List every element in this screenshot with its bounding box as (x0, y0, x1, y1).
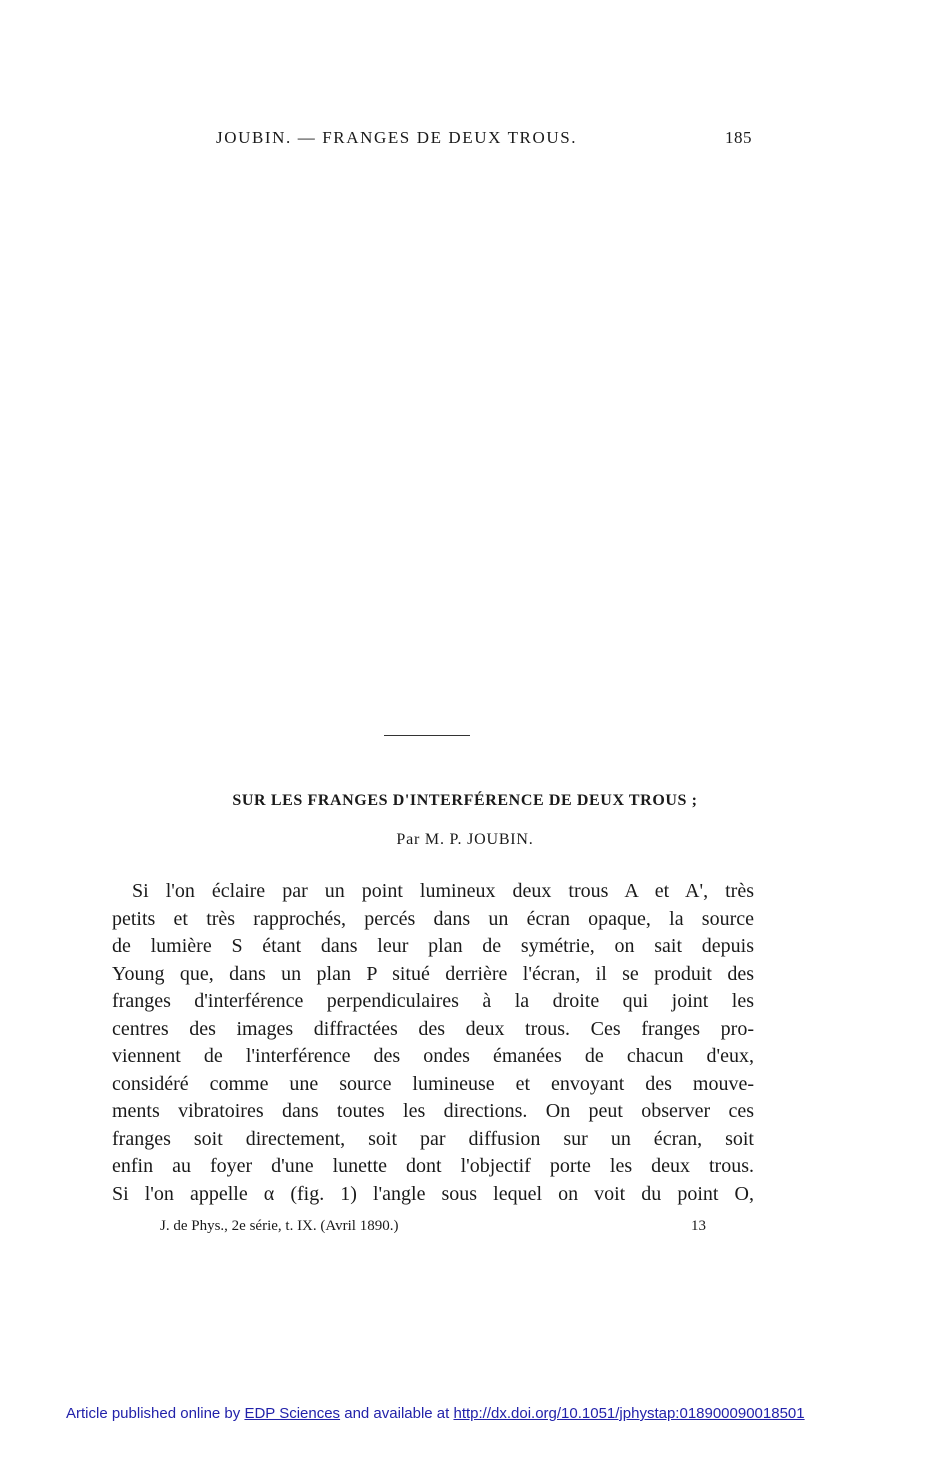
body-line: Si l'on appelle α (fig. 1) l'angle sous lequel on voit du point O, (112, 1182, 754, 1205)
body-line: Young que, dans un plan P situé derrière l'écran, il se produit des (112, 962, 754, 985)
journal-reference: J. de Phys., 2e série, t. IX. (Avril 1890.) (160, 1218, 399, 1234)
page-number: 185 (725, 128, 752, 147)
running-head (216, 128, 752, 150)
credit-middle: and available at (340, 1405, 454, 1422)
publisher-link[interactable]: EDP Sciences (244, 1405, 341, 1422)
body-line: de lumière S étant dans leur plan de symétrie, on sait depuis (112, 935, 754, 957)
credit-prefix: Article published online by (66, 1405, 245, 1422)
publication-credit (66, 1405, 886, 1422)
article-author: Par M. P. JOUBIN. (396, 831, 534, 848)
body-line: viennent de l'interférence des ondes émanées de chacun d'eux, (112, 1045, 754, 1067)
body-line: enfin au foyer d'une lunette dont l'objectif porte les deux trous. (112, 1155, 754, 1177)
body-line: ments vibratoires dans toutes les directions. On peut observer ces (112, 1100, 754, 1122)
signature-mark: 13 (691, 1218, 706, 1234)
section-divider (384, 735, 470, 736)
body-line: franges soit directement, soit par diffusion sur un écran, soit (112, 1127, 754, 1150)
article-body (112, 878, 754, 1208)
body-line: centres des images diffractées des deux trous. Ces franges pro- (112, 1017, 754, 1040)
doi-link[interactable]: http://dx.doi.org/10.1051/jphystap:018900090018501 (453, 1405, 805, 1422)
body-line: franges d'interférence perpendiculaires à la droite qui joint les (112, 990, 754, 1012)
body-line: petits et très rapprochés, percés dans un écran opaque, la source (112, 907, 754, 930)
running-head-title: JOUBIN. — FRANGES DE DEUX TROUS. (216, 128, 578, 147)
body-line: considéré comme une source lumineuse et envoyant des mouve- (112, 1072, 754, 1095)
article-title: SUR LES FRANGES D'INTERFÉRENCE DE DEUX TROUS ; (232, 792, 698, 809)
body-line: Si l'on éclaire par un point lumineux deux trous A et A', très (132, 880, 754, 902)
page-footer (160, 1218, 706, 1238)
